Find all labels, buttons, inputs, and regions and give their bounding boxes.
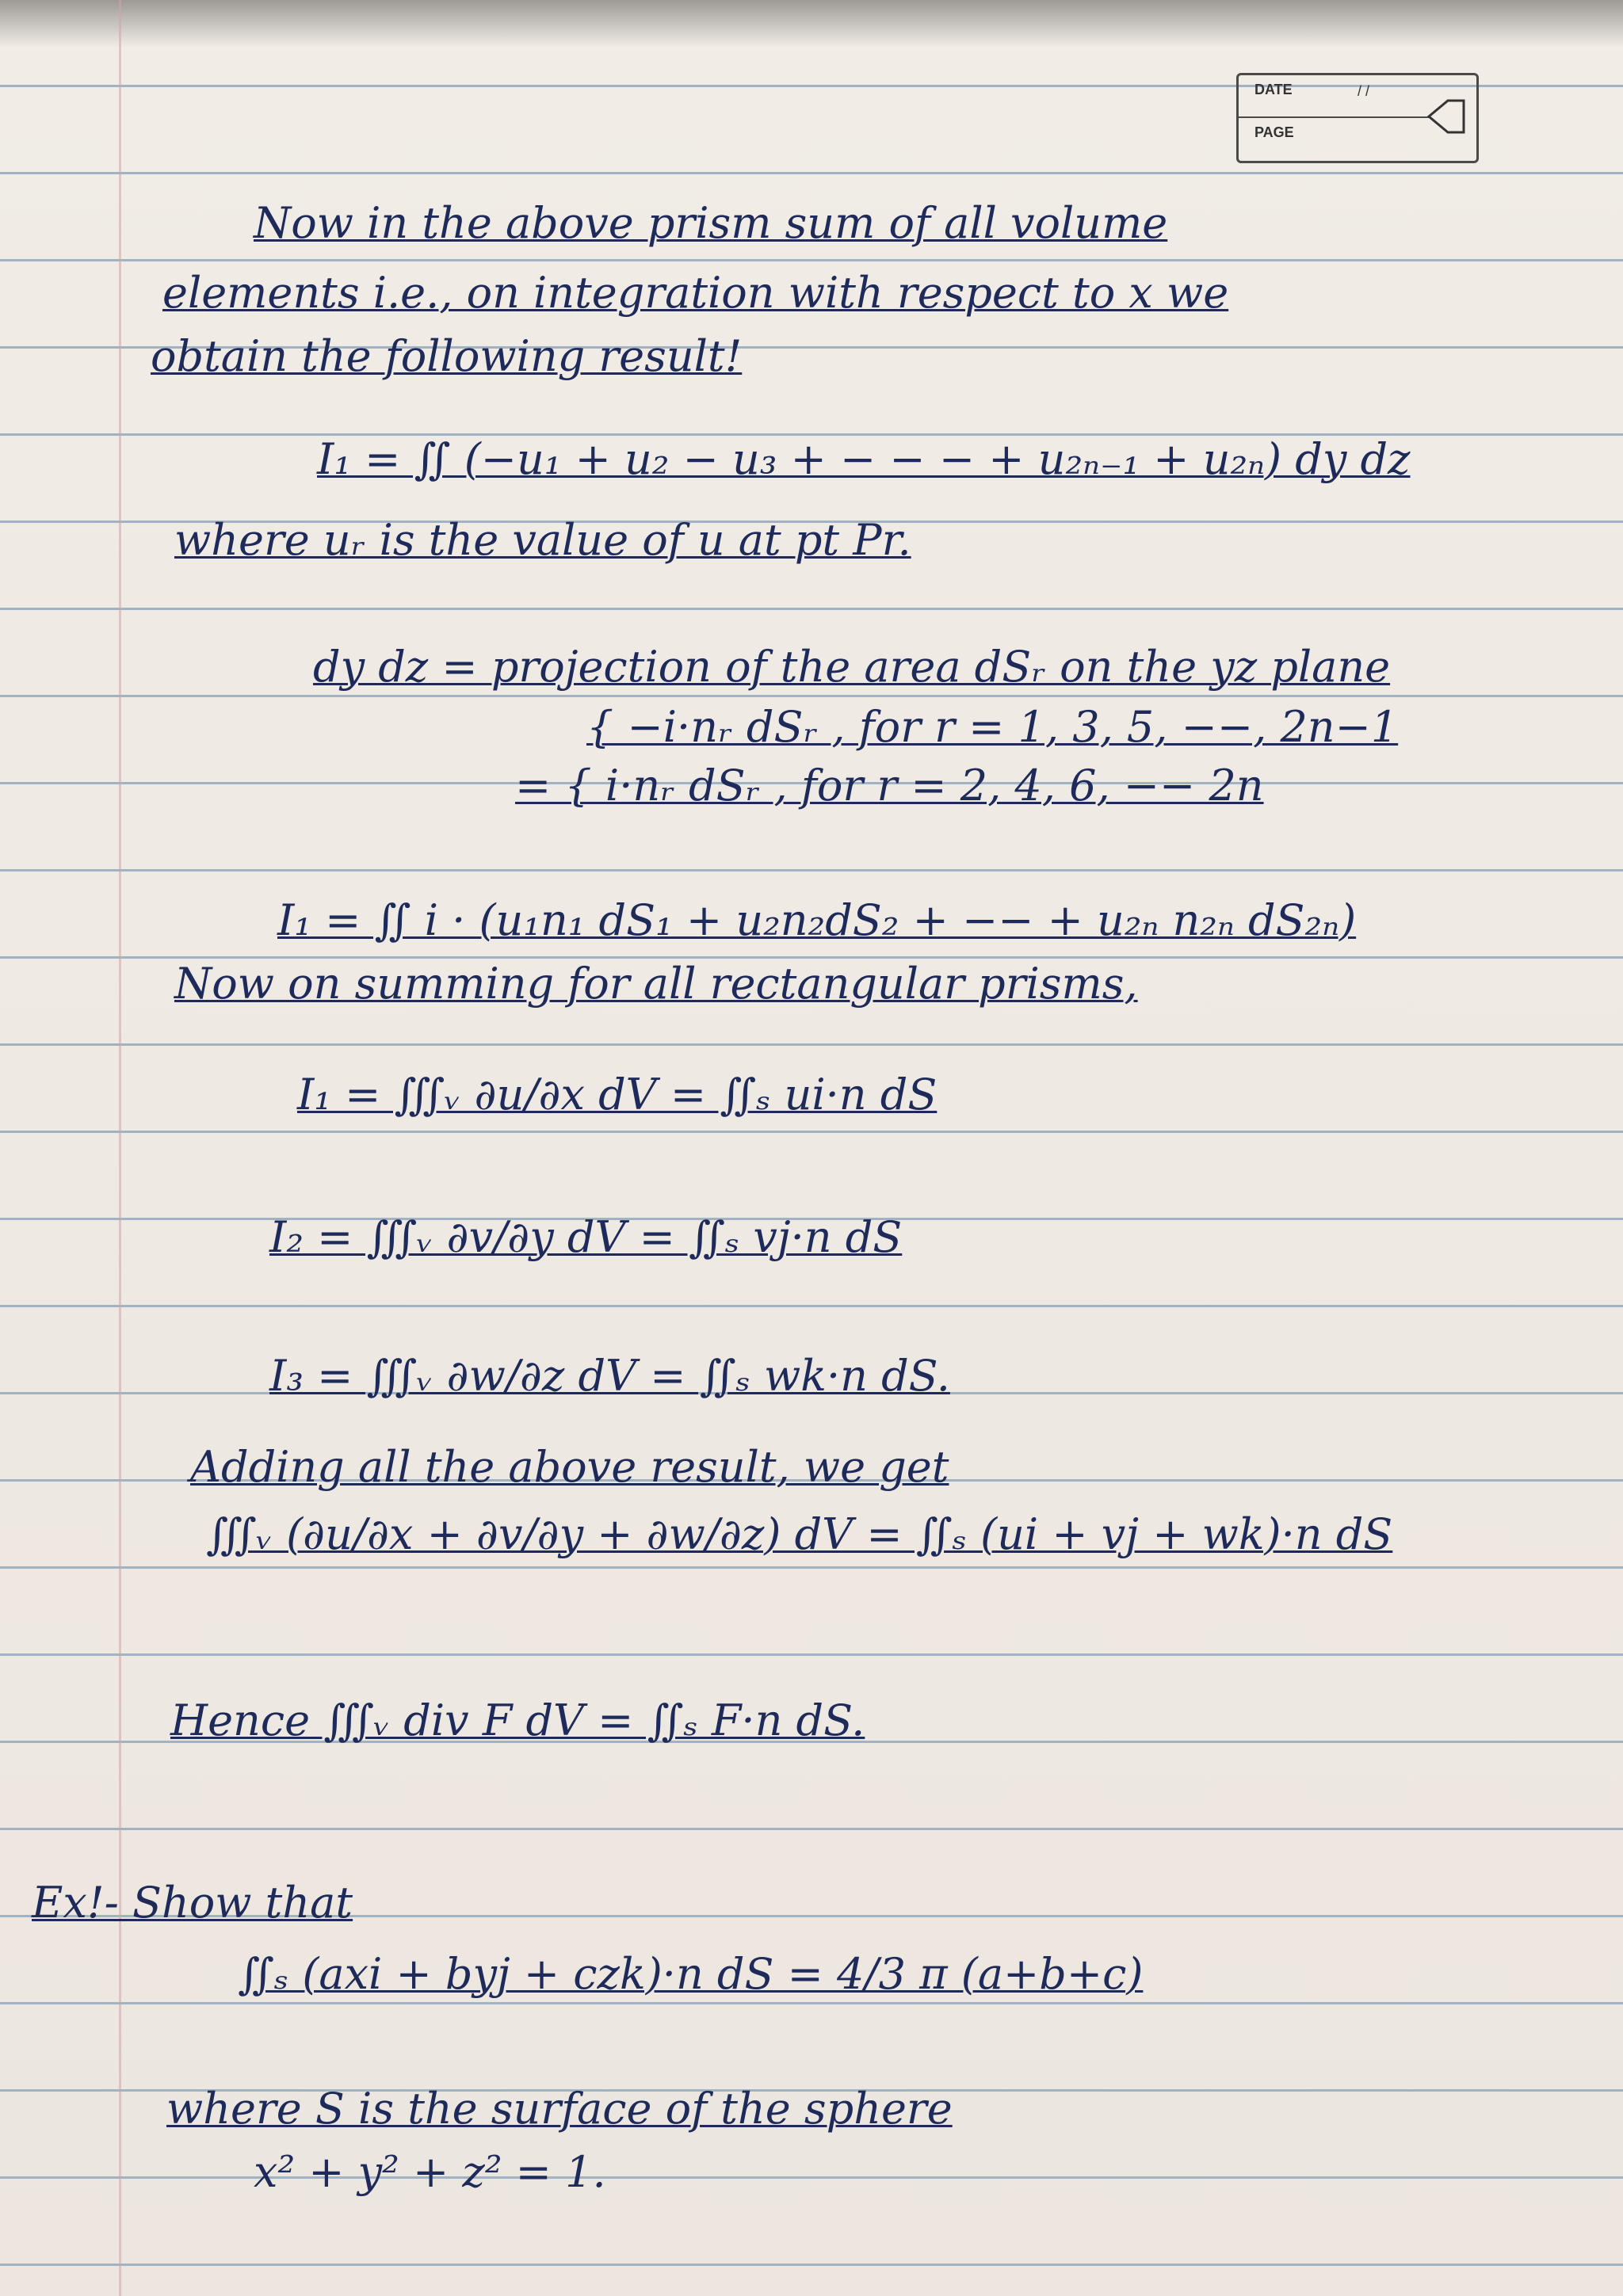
text-line-adding: Adding all the above result, we get bbox=[190, 1442, 949, 1492]
text-line-where-ur: where uᵣ is the value of u at pt Pr. bbox=[174, 515, 911, 565]
date-label: DATE bbox=[1254, 82, 1293, 97]
text-line-summing: Now on summing for all rectangular prisms, bbox=[174, 959, 1138, 1009]
date-page-box bbox=[1236, 73, 1479, 163]
equation-dydz: dy dz = projection of the area dSᵣ on the yz plane bbox=[313, 642, 1391, 692]
date-value: / / bbox=[1358, 83, 1370, 99]
example-heading: Ex!- Show that bbox=[32, 1878, 353, 1928]
equation-i1: I₁ = ∭ᵥ ∂u/∂x dV = ∬ₛ ui·n dS bbox=[297, 1070, 938, 1119]
equation-i1-sum: I₁ = ∬ (−u₁ + u₂ − u₃ + − − − + u₂ₙ₋₁ + u₂ₙ) dy dz bbox=[317, 434, 1411, 484]
equation-hence: Hence ∭ᵥ div F dV = ∬ₛ F·n dS. bbox=[170, 1695, 865, 1745]
equation-sum-all: ∭ᵥ (∂u/∂x + ∂v/∂y + ∂w/∂z) dV = ∬ₛ (ui + vj + wk)·n dS bbox=[206, 1509, 1393, 1559]
equation-case-even: = { i·nᵣ dSᵣ , for r = 2, 4, 6, −− 2n bbox=[515, 761, 1264, 810]
equation-i1-dot: I₁ = ∬ i · (u₁n₁ dS₁ + u₂n₂dS₂ + −− + u₂ₙ n₂ₙ dS₂ₙ) bbox=[277, 895, 1357, 945]
example-where: where S is the surface of the sphere bbox=[166, 2084, 953, 2134]
page-shadow bbox=[0, 0, 1623, 48]
text-line-1: Now in the above prism sum of all volume bbox=[254, 198, 1168, 248]
sphere-equation: x² + y² + z² = 1. bbox=[254, 2147, 606, 2197]
text-line-2: elements i.e., on integration with respect to x we bbox=[162, 268, 1229, 318]
equation-i3: I₃ = ∭ᵥ ∂w/∂z dV = ∬ₛ wk·n dS. bbox=[269, 1351, 950, 1401]
header-divider bbox=[1239, 116, 1429, 118]
equation-case-odd: { −i·nᵣ dSᵣ , for r = 1, 3, 5, −−, 2n−1 bbox=[586, 702, 1399, 752]
text-line-3: obtain the following result! bbox=[151, 331, 743, 381]
page-tag-icon bbox=[1424, 94, 1468, 139]
page-label: PAGE bbox=[1254, 124, 1294, 140]
margin-line bbox=[119, 0, 121, 2296]
equation-i2: I₂ = ∭ᵥ ∂v/∂y dV = ∬ₛ vj·n dS bbox=[269, 1212, 903, 1262]
example-equation: ∬ₛ (axi + byj + czk)·n dS = 4/3 π (a+b+c) bbox=[238, 1949, 1144, 1999]
